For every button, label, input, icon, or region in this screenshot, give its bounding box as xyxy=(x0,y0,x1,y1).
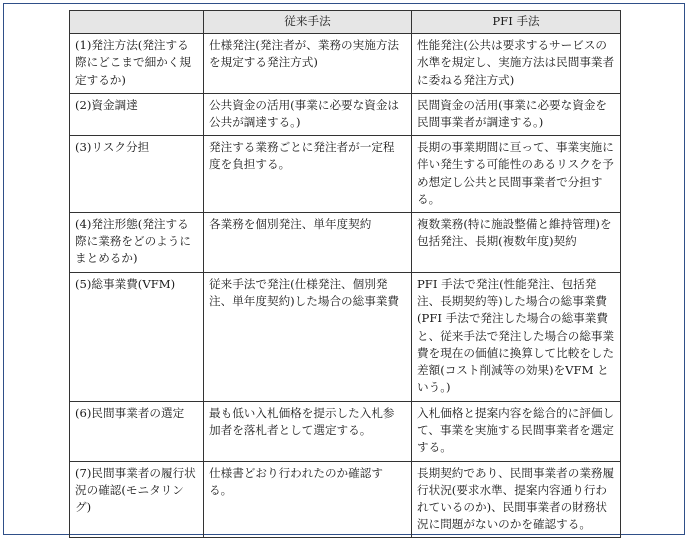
row-traditional: 仕様書どおり行われたのか確認する。 xyxy=(204,461,412,538)
row-item: (6)民間事業者の選定 xyxy=(70,402,204,462)
row-traditional: 各業務を個別発注、単年度契約 xyxy=(204,213,412,273)
table-row xyxy=(70,34,621,94)
row-traditional: 従来手法で発注(仕様発注、個別発注、単年度契約)した場合の総事業費 xyxy=(204,273,412,402)
row-item: (1)発注方法(発注する際にどこまで細かく規定するか) xyxy=(70,34,204,94)
header-blank xyxy=(70,11,204,34)
table-row xyxy=(70,273,621,402)
row-pfi: 長期契約であり、民間事業者の業務履行状況(要求水準、提案内容通り行われているのか)、民間事業者の財務状況に問題がないのかを確認する。 xyxy=(412,461,621,538)
row-traditional: 公共資金の活用(事業に必要な資金は公共が調達する。) xyxy=(204,93,412,135)
row-item: (2)資金調達 xyxy=(70,93,204,135)
table-row xyxy=(70,213,621,273)
row-item: (7)民間事業者の履行状況の確認(モニタリング) xyxy=(70,461,204,538)
row-pfi: 性能発注(公共は要求するサービスの水準を規定し、実施方法は民間事業者に委ねる発注方式) xyxy=(412,34,621,94)
row-traditional: 発注する業務ごとに発注者が一定程度を負担する。 xyxy=(204,136,412,213)
row-traditional: 最も低い入札価格を提示した入札参加者を落札者として選定する。 xyxy=(204,402,412,462)
table-row xyxy=(70,136,621,213)
header-traditional: 従来手法 xyxy=(204,11,412,34)
table-row xyxy=(70,461,621,538)
table-row xyxy=(70,93,621,135)
comparison-table xyxy=(69,10,621,538)
row-pfi: 長期の事業期間に亘って、事業実施に伴い発生する可能性のあるリスクを予め想定し公共と民間事業者で分担する。 xyxy=(412,136,621,213)
table-row xyxy=(70,402,621,462)
header-pfi: PFI 手法 xyxy=(412,11,621,34)
row-pfi: PFI 手法で発注(性能発注、包括発注、長期契約等)した場合の総事業費(PFI 手法で発注した場合の総事業費と、従来手法で発注した場合の総事業費を現在の価値に換算して比較をした差額(コスト削減等の効果)をVFM という。) xyxy=(412,273,621,402)
row-pfi: 入札価格と提案内容を総合的に評価して、事業を実施する民間事業者を選定する。 xyxy=(412,402,621,462)
row-traditional: 仕様発注(発注者が、業務の実施方法を規定する発注方式) xyxy=(204,34,412,94)
row-pfi: 複数業務(特に施設整備と維持管理)を包括発注、長期(複数年度)契約 xyxy=(412,213,621,273)
row-item: (4)発注形態(発注する際に業務をどのようにまとめるか) xyxy=(70,213,204,273)
row-pfi: 民間資金の活用(事業に必要な資金を民間事業者が調達する。) xyxy=(412,93,621,135)
row-item: (3)リスク分担 xyxy=(70,136,204,213)
header-row xyxy=(70,11,621,34)
row-item: (5)総事業費(VFM) xyxy=(70,273,204,402)
